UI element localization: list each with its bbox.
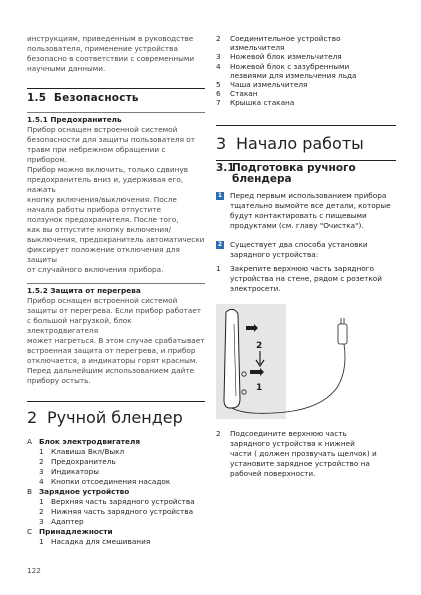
section-3-1-heading bbox=[216, 160, 396, 185]
parts-item bbox=[216, 52, 396, 61]
body-line: травм при небрежном обращении с прибором. bbox=[27, 145, 166, 164]
section-title-block bbox=[232, 163, 356, 185]
group-letter: A bbox=[27, 437, 32, 446]
body-line: безопасности для защиты пользователя от bbox=[27, 135, 196, 144]
body-line: как вы отпустите кнопку включения/ bbox=[27, 225, 171, 234]
parts-item bbox=[27, 497, 205, 507]
parts-group-c bbox=[27, 527, 205, 537]
note-text bbox=[230, 240, 396, 260]
subsection-1-5-2-body bbox=[27, 296, 205, 386]
item-text: Индикаторы bbox=[51, 467, 100, 476]
power-plug bbox=[338, 324, 347, 344]
section-2-heading bbox=[27, 401, 205, 428]
parts-item bbox=[27, 467, 205, 477]
item-text: Нижняя часть зарядного устройства bbox=[51, 507, 194, 516]
parts-item bbox=[216, 34, 396, 52]
item-text-block bbox=[230, 62, 396, 80]
note-line: продуктами (см. главу "Очистка"). bbox=[230, 220, 364, 230]
illustration-svg bbox=[216, 304, 396, 419]
item-number: 7 bbox=[216, 98, 221, 108]
intro-paragraph bbox=[27, 34, 205, 74]
item-text: лезвиями для измельчения льда bbox=[230, 70, 357, 80]
item-text: измельчителя bbox=[230, 43, 285, 53]
charger-upper-part bbox=[224, 309, 240, 408]
step-line: Подсоедините верхнюю часть bbox=[230, 428, 347, 438]
section-3-heading bbox=[216, 125, 396, 154]
section-number: 3 bbox=[216, 133, 227, 153]
parts-item bbox=[27, 477, 205, 487]
section-title: Безопасность bbox=[53, 92, 139, 104]
section-number: 2 bbox=[27, 408, 38, 427]
subsection-1-5-2-heading: 1.5.2 Защита от перегрева bbox=[27, 283, 205, 296]
section-1-5-heading bbox=[27, 88, 205, 104]
item-number: 2 bbox=[216, 34, 221, 43]
parts-group-b bbox=[27, 487, 205, 497]
item-number: 3 bbox=[39, 467, 44, 476]
body-line: кнопку включения/выключения. После bbox=[27, 195, 177, 204]
item-text: Стакан bbox=[230, 89, 258, 99]
item-text-block bbox=[230, 34, 396, 52]
note-1 bbox=[216, 191, 396, 231]
parts-item bbox=[27, 537, 205, 547]
item-text: Верхняя часть зарядного устройства bbox=[51, 497, 195, 506]
body-line: может нагреться. В этом случае срабатывает bbox=[27, 336, 205, 345]
step-line: установите зарядное устройство на bbox=[230, 458, 370, 468]
note-line: зарядного устройства: bbox=[230, 249, 319, 259]
body-line: предохранитель вниз и, удерживая его, нажать bbox=[27, 175, 184, 194]
section-number: 3.1 bbox=[216, 161, 235, 174]
left-column bbox=[27, 34, 205, 547]
note-line: Перед первым использованием прибора bbox=[230, 190, 387, 200]
parts-item bbox=[216, 80, 396, 89]
parts-list bbox=[27, 437, 205, 547]
item-text: Насадка для смешивания bbox=[51, 537, 151, 546]
item-number: 6 bbox=[216, 89, 221, 99]
group-letter: B bbox=[27, 487, 33, 496]
subsection-1-5-1-heading: 1.5.1 Предохранитель bbox=[27, 112, 205, 125]
item-number: 2 bbox=[39, 507, 44, 516]
section-title: Начало работы bbox=[236, 133, 364, 153]
item-number: 3 bbox=[216, 52, 221, 62]
section-number: 1.5 bbox=[27, 92, 47, 104]
body-line: отключается, а индикаторы горят красным. bbox=[27, 356, 198, 365]
item-number: 1 bbox=[39, 537, 44, 546]
step-2 bbox=[216, 429, 396, 479]
step-line: устройства на стене, рядом с розеткой bbox=[230, 273, 383, 283]
section-title: блендера bbox=[232, 172, 292, 185]
parts-list-continued bbox=[216, 34, 396, 108]
info-badge-icon: 2 bbox=[217, 240, 223, 248]
body-line: ползунок предохранителя. После того, bbox=[27, 215, 179, 224]
body-line: выключения, предохранитель автоматически bbox=[27, 235, 205, 244]
right-column bbox=[216, 34, 396, 479]
item-text: Ножевой блок с зазубренными bbox=[230, 61, 350, 71]
parts-item bbox=[27, 457, 205, 467]
group-letter: C bbox=[27, 527, 33, 536]
item-text: Ножевой блок измельчителя bbox=[230, 52, 342, 62]
parts-item bbox=[216, 89, 396, 98]
info-badge-icon: 1 bbox=[217, 191, 223, 199]
section-title: Ручной блендер bbox=[47, 408, 183, 427]
step-1 bbox=[216, 264, 396, 294]
callout-label: 2 bbox=[256, 340, 263, 351]
item-number: 5 bbox=[216, 80, 221, 90]
item-text: Соединительное устройство bbox=[230, 34, 341, 43]
page-number: 122 bbox=[27, 566, 41, 575]
body-line: от случайного включения прибора. bbox=[27, 265, 164, 274]
step-text bbox=[230, 264, 396, 294]
item-text: Предохранитель bbox=[51, 457, 116, 466]
subsection-1-5-1-body bbox=[27, 125, 205, 275]
parts-item bbox=[216, 62, 396, 80]
item-number: 3 bbox=[39, 517, 44, 526]
step-line: части ( должен прозвучать щелчок) и bbox=[230, 448, 377, 458]
intro-line: безопасно в соответствии с современными bbox=[27, 54, 195, 63]
body-line: Перед дальнейшим использованием дайте bbox=[27, 366, 195, 375]
parts-item bbox=[216, 98, 396, 107]
body-line: Прибор можно включить, только сдвинув bbox=[27, 165, 188, 174]
item-number: 1 bbox=[39, 497, 44, 506]
item-number: 2 bbox=[39, 457, 44, 466]
step-line: зарядного устройства к нижней bbox=[230, 438, 355, 448]
body-line: с большой нагрузкой, блок электродвигателя bbox=[27, 316, 132, 335]
note-line: будут контактировать с пищевыми bbox=[230, 210, 367, 220]
item-text: Адаптер bbox=[51, 517, 84, 526]
item-text: Кнопки отсоединения насадок bbox=[51, 477, 171, 486]
section-title: Подготовка ручного bbox=[232, 161, 356, 174]
group-title: Принадлежности bbox=[39, 527, 113, 536]
body-line: Прибор оснащен встроенной системой bbox=[27, 296, 178, 305]
step-line: Закрепите верхнюю часть зарядного bbox=[230, 263, 374, 273]
item-number: 4 bbox=[216, 61, 221, 71]
step-number: 1 bbox=[216, 263, 221, 273]
body-line: защиты от перегрева. Если прибор работает bbox=[27, 306, 202, 315]
note-text bbox=[230, 191, 396, 231]
note-2 bbox=[216, 240, 396, 260]
intro-line: инструкциям, приведенным в руководстве bbox=[27, 34, 194, 43]
intro-line: пользователя, применение устройства bbox=[27, 44, 178, 53]
parts-group-a bbox=[27, 437, 205, 447]
body-line: Прибор оснащен встроенной системой bbox=[27, 125, 178, 134]
intro-line: научными данными. bbox=[27, 64, 106, 73]
note-line: тщательно вымойте все детали, которые bbox=[230, 200, 391, 210]
parts-item bbox=[27, 447, 205, 457]
note-line: Существует два способа установки bbox=[230, 239, 368, 249]
step-line: рабочей поверхности. bbox=[230, 468, 316, 478]
item-text: Крышка стакана bbox=[230, 98, 295, 108]
parts-item bbox=[27, 517, 205, 527]
item-number: 1 bbox=[39, 447, 44, 456]
body-line: прибору остыть. bbox=[27, 376, 91, 385]
body-line: встроенная защита от перегрева, и прибор bbox=[27, 346, 196, 355]
parts-item bbox=[27, 507, 205, 517]
callout-label: 1 bbox=[256, 382, 263, 393]
body-line: фиксирует положение отключения для защиты bbox=[27, 245, 180, 264]
body-line: начала работы прибора отпустите bbox=[27, 205, 161, 214]
charger-wall-mount-illustration bbox=[216, 304, 396, 419]
step-text bbox=[230, 429, 396, 479]
item-number: 4 bbox=[39, 477, 44, 486]
item-text: Чаша измельчителя bbox=[230, 80, 308, 90]
step-number: 2 bbox=[216, 428, 221, 438]
step-line: электросети. bbox=[230, 283, 281, 293]
group-title: Зарядное устройство bbox=[39, 487, 130, 496]
group-title: Блок электродвигателя bbox=[39, 437, 141, 446]
item-text: Клавиша Вкл/Выкл bbox=[51, 447, 125, 456]
